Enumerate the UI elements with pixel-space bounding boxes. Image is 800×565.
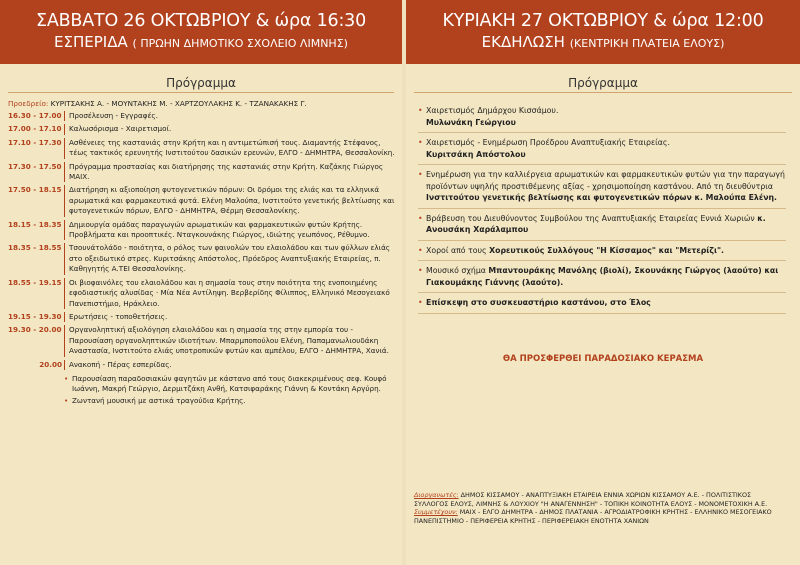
saturday-program	[0, 64, 402, 406]
kerasma-announcement: ΘΑ ΠΡΟΣΦΕΡΘΕΙ ΠΑΡΑΔΟΣΙΑΚΟ ΚΕΡΑΣΜΑ	[502, 353, 704, 364]
row-text: Πρόγραμμα προστασίας και διατήρησης της καστανιάς στην Κρήτη. Καζάκης Γιώργος ΜΑΙΧ.	[64, 162, 398, 183]
item-name: Μπαντουράκης Μανόλης (βιολί), Σκουνάκης Γιώργος (λαούτο) και Γιακουμάκης Γιάννης (λαούτο).	[426, 266, 779, 287]
credits	[414, 491, 786, 525]
item-divider	[418, 260, 786, 261]
saturday-date-heading: ΣΑΒΒΑΤΟ 26 ΟΚΤΩΒΡΙΟΥ & ώρα 16:30	[35, 11, 367, 31]
item-divider	[418, 164, 786, 165]
presidium-label: Προεδρείο:	[8, 99, 49, 108]
item-divider	[418, 132, 786, 133]
program-item	[406, 265, 800, 288]
title-rule	[414, 92, 792, 93]
sunday-banner	[406, 0, 800, 64]
item-name: Κυριτσάκη Απόστολου	[426, 149, 526, 159]
sunday-venue: (ΚΕΝΤΡΙΚΗ ΠΛΑΤΕΙΑ ΕΛΟΥΣ)	[569, 37, 725, 50]
row-time: 19.15 - 19.30	[8, 311, 62, 321]
row-time: 17.10 - 17.30	[8, 137, 62, 147]
schedule-row	[8, 111, 398, 121]
row-time: 18.35 - 18.55	[8, 243, 62, 253]
organizers-label: Διοργανωτές:	[414, 491, 459, 499]
schedule-rows	[0, 111, 402, 370]
saturday-event-heading	[0, 32, 402, 54]
participants-label: Συμμετέχουν:	[414, 508, 458, 517]
program-item	[406, 245, 800, 257]
row-time: 20.00	[39, 359, 62, 369]
sunday-program	[406, 64, 800, 364]
item-name: κ. Ανουσάκη Χαράλαμπου	[426, 213, 766, 234]
schedule-row	[8, 162, 398, 183]
row-text: Διατήρηση κι αξιοποίηση φυτογενετικών πόρων: Οι δρόμοι της ελιάς και τα ελληνικά αρωματικά και φαρμακευτικά φυτά. Ελένη Μαλούπα, Ινστιτούτο γενετικής βελτίωσης και φυτογενετικών πόρων, ΕΛΓΟ - ΔΗΜΗΤΡΑ, Θέρμη Θεσσαλονίκης.	[64, 185, 398, 216]
row-text: Τσουνάτολάδο - ποιότητα, ο ρόλος των φαινολών του ελαιολάδου και των φύλλων ελιάς στο οξειδωτικό στρες. Κυριτσάκης Απόστολος, Πρόεδρος Αναπτυξιακής Εταιρείας, π. Καθηγητής Α.ΤΕΙ Θεσσαλονίκης.	[64, 243, 398, 274]
row-text: Δημιουργία ομάδας παραγωγών αρωματικών και φαρμακευτικών φυτών Κρήτης. Προβλήματα και προοπτικές. Νταγκουνάκης Γιώργος, ιδιώτης γεωπόνος, Ρέθυμνο.	[64, 220, 398, 241]
organizers-text: ΔΗΜΟΣ ΚΙΣΣΑΜΟΥ - ΑΝΑΠΤΥΞΙΑΚΗ ΕΤΑΙΡΕΙΑ ΕΝΝΙΑ ΧΩΡΙΩΝ ΚΙΣΣΑΜΟΥ Α.Ε. - ΠΟΛΙΤΙΣΤΙΚΟΣ ΣΥΛΛΟΓΟΣ ΕΛΟΥΣ, ΛΙΜΝΗΣ & ΛΟΥΧΙΟΥ "Η ΑΝΑΓΕΝΝΗΣΗ" - ΤΟΠΙΚΗ ΚΟΙΝΟΤΗΤΑ ΕΛΟΥΣ - ΜΟΝΟΜΕΤΟΧΙΚΗ Α.Ε.	[414, 491, 768, 508]
program-item	[406, 213, 800, 236]
saturday-event-type: ΕΣΠΕΡΙΔΑ	[54, 33, 128, 51]
row-text: Οι βιοφαινόλες του ελαιολάδου και η σημασία τους στην ποιότητα της ενοποιημένης εφοδιαστικής αλυσίδας · Μία Νέα Αντίληψη. Βερβερίδης Φίλιππος, Ελληνικό Μεσογειακό Πανεπιστήμιο, Ηράκλειο.	[64, 278, 398, 309]
row-time: 17.00 - 17.10	[8, 124, 62, 134]
presidium-names: ΚΥΡΙΤΣΑΚΗΣ Α. - ΜΟΥΝΤΑΚΗΣ Μ. - ΧΑΡΤΖΟΥΛΑΚΗΣ Κ. - ΤΖΑΝΑΚΑΚΗΣ Γ.	[50, 99, 307, 108]
participants	[414, 508, 786, 525]
item-text: • Χαιρετισμός - Ενημέρωση Προέδρου Αναπτυξιακής Εταιρείας.	[426, 138, 670, 147]
item-name: Χορευτικούς Συλλόγους "Η Κίσσαμος" και "Μετερίζι".	[489, 245, 725, 255]
schedule-row	[8, 124, 398, 134]
program-item	[406, 297, 800, 309]
organizers	[414, 491, 786, 508]
participants-text: ΜΑΙΧ - ΕΛΓΟ ΔΗΜΗΤΡΑ - ΔΗΜΟΣ ΠΛΑΤΑΝΙΑ - ΑΓΡΟΔΙΑΤΡΟΦΙΚΗ ΚΡΗΤΗΣ - ΕΛΛΗΝΙΚΟ ΜΕΣΟΓΕΙΑΚΟ ΠΑΝΕΠΙΣΤΗΜΙΟ - ΠΕΡΙΦΕΡΕΙΑ ΚΡΗΤΗΣ - ΠΕΡΙΦΕΡΕΙΑΚΗ ΕΝΟΤΗΤΑ ΧΑΝΙΩΝ	[414, 508, 772, 525]
item-text: • Χαιρετισμός Δημάρχου Κισσάμου.	[426, 106, 559, 115]
sunday-event-type: ΕΚΔΗΛΩΣΗ	[481, 33, 565, 51]
sub-item: • Ζωντανή μουσική με αστικά τραγούδια Κρήτης.	[0, 395, 402, 406]
schedule-row	[8, 360, 398, 370]
row-text: Προσέλευση - Εγγραφές.	[64, 111, 398, 121]
item-divider	[418, 313, 786, 314]
schedule-row	[8, 312, 398, 322]
row-time: 18.15 - 18.35	[8, 219, 62, 229]
schedule-row	[8, 278, 398, 309]
item-text: Βράβευση του Διευθύνοντος Συμβούλου της Αναπτυξιακής Εταιρείας Εννιά Χωριών	[426, 213, 755, 223]
item-text: Ενημέρωση για την καλλιέργεια αρωματικών και φαρμακευτικών φυτών για την παραγωγή προϊόντων υψηλής προστιθέμενης αξίας - χρησιμοποίηση καστάνου. Από τη διευθύντρια	[426, 170, 785, 191]
sub-item: • Παρουσίαση παραδοσιακών φαγητών με κάστανο από τους διακεκριμένους σεφ. Κουφό Ιωάννη, Μακρή Γεώργιο, Δερμιτζάκη Ανθή, Κατσιφαράκης Γιάννη & Κοντάκη Αργύρη.	[0, 373, 402, 395]
item-divider	[418, 292, 786, 293]
presidium	[0, 93, 402, 108]
item-text: Επίσκεψη στο συσκευαστήριο καστάνου, στο Έλος	[426, 298, 651, 307]
row-time: 17.50 - 18.15	[8, 185, 62, 195]
schedule-row	[8, 220, 398, 241]
schedule-row	[8, 185, 398, 216]
row-text: Ανακοπή - Πέρας εσπερίδας.	[64, 360, 398, 370]
sunday-date-heading: ΚΥΡΙΑΚΗ 27 ΟΚΤΩΒΡΙΟΥ & ώρα 12:00	[442, 11, 764, 31]
row-time: 19.30 - 20.00	[8, 325, 62, 335]
item-divider	[418, 240, 786, 241]
row-time: 16.30 - 17.00	[8, 111, 62, 120]
item-divider	[418, 208, 786, 209]
item-text: Χοροί από τους	[426, 245, 487, 255]
row-time: 17.30 - 17.50	[8, 161, 62, 171]
row-time: 18.55 - 19.15	[8, 277, 62, 287]
item-text: Μουσικό σχήμα	[426, 266, 486, 275]
row-text: Οργανοληπτική αξιολόγηση ελαιολάδου και η σημασία της στην εμπορία του - Παρουσίαση οργανοληπτικών ιδιοτήτων. Μπαρμποπούλου Ελένη, Παπαμανωλιουδάκη Αναστασία, Ινστιτούτο ελιάς υποτροπικών φυτών και αμπέλου, ΕΛΓΟ - ΔΗΜΗΤΡΑ, Χανιά.	[64, 325, 398, 356]
saturday-venue: ( ΠΡΩΗΝ ΔΗΜΟΤΙΚΟ ΣΧΟΛΕΙΟ ΛΙΜΝΗΣ)	[132, 37, 348, 50]
schedule-row	[8, 243, 398, 274]
item-name: Μυλωνάκη Γεώργιου	[426, 117, 516, 127]
row-text: Ασθένειες της καστανιάς στην Κρήτη και η αντιμετώπισή τους. Διαμαντής Στέφανος, τέως τακτικός ερευνητής Ινστιτούτου δασικών ερευνών, ΕΛΓΟ - ΔΗΜΗΤΡΑ, Θεσσαλονίκη.	[64, 138, 398, 159]
sunday-program-title: Πρόγραμμα	[568, 76, 638, 90]
schedule-row	[8, 325, 398, 356]
schedule-row	[8, 138, 398, 159]
row-text: Ερωτήσεις - τοποθετήσεις.	[64, 312, 398, 322]
row-text: Καλωσόρισμα - Χαιρετισμοί.	[64, 124, 398, 134]
program-item	[406, 137, 800, 160]
saturday-program-title: Πρόγραμμα	[166, 76, 236, 90]
sunday-event-heading	[406, 32, 800, 54]
program-item	[406, 105, 800, 128]
item-name: Ινστιτούτου γενετικής βελτίωσης και φυτογενετικών πόρων κ. Μαλούπα Ελένη.	[426, 193, 778, 202]
program-item	[406, 169, 800, 204]
saturday-banner	[0, 0, 402, 64]
